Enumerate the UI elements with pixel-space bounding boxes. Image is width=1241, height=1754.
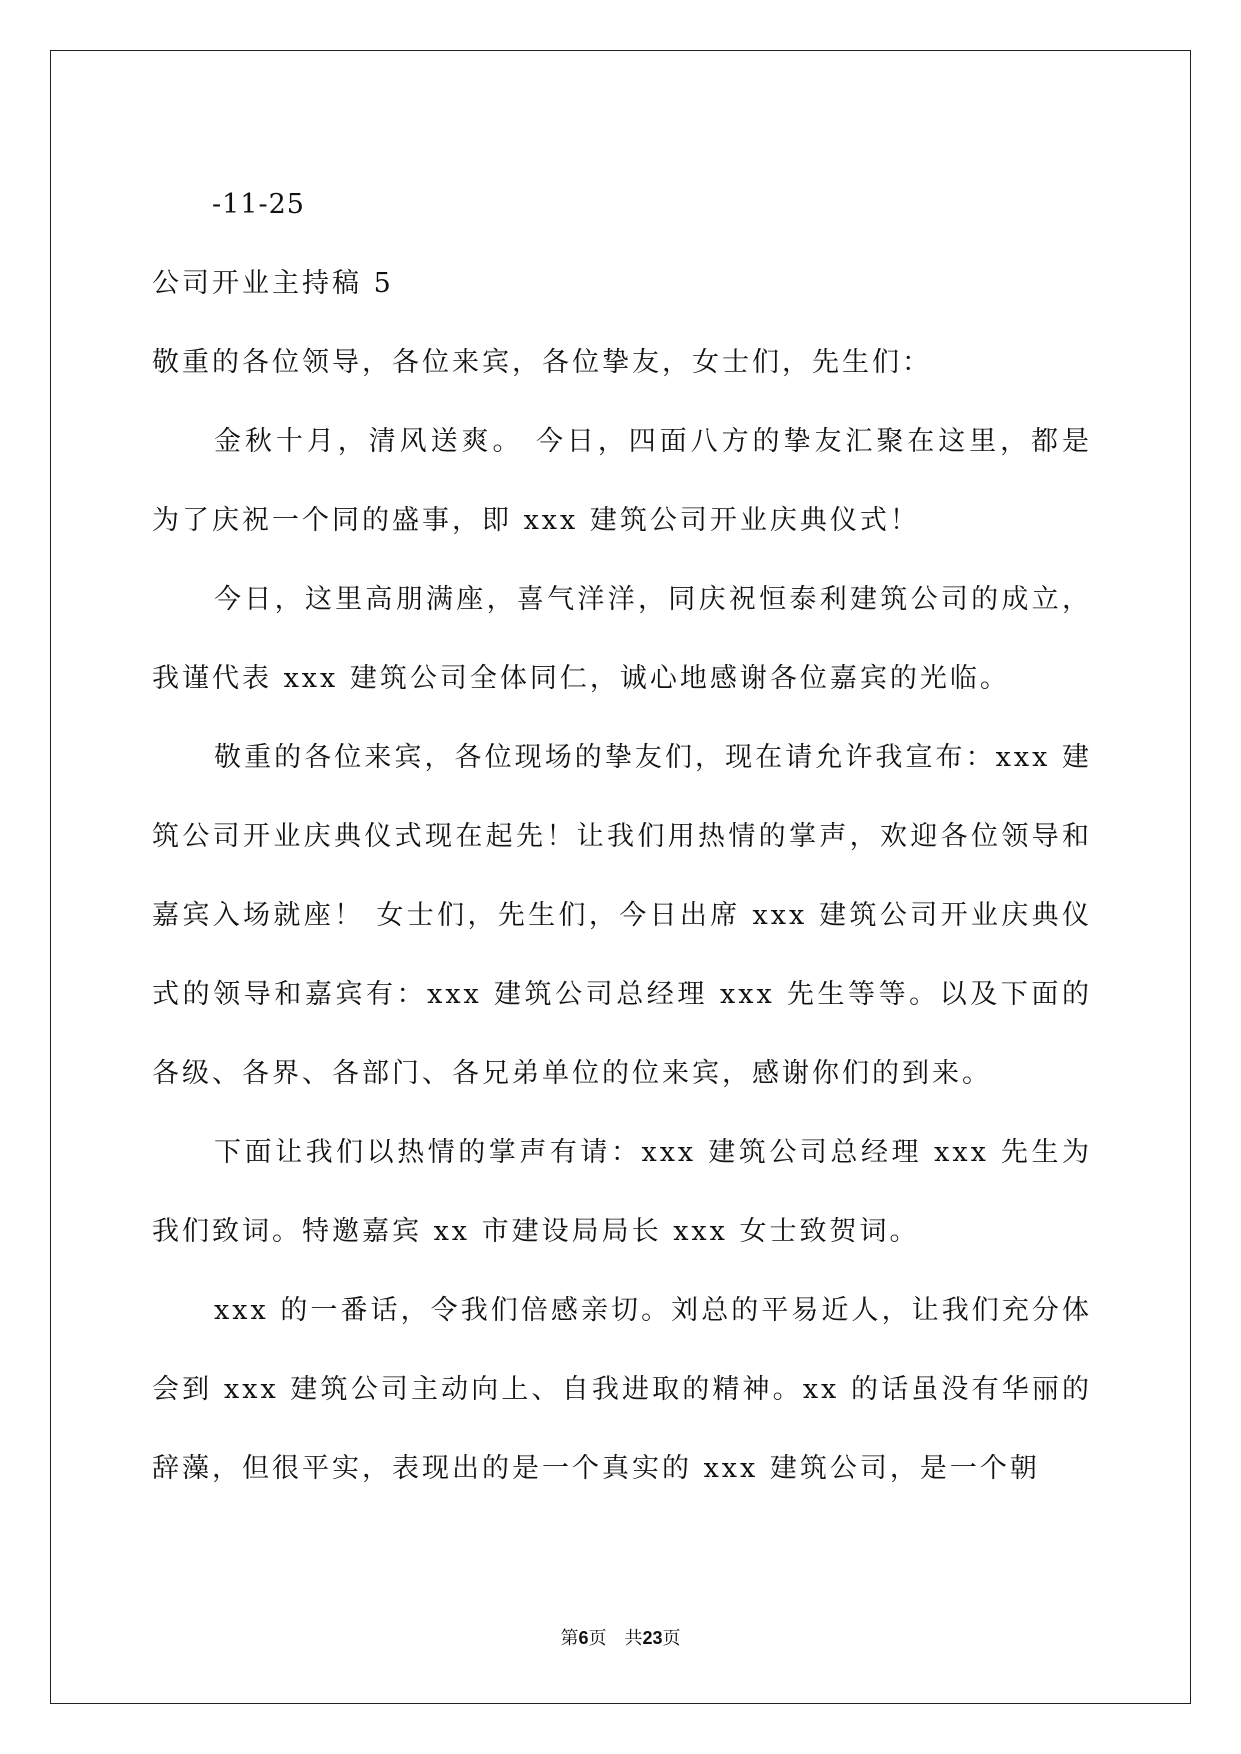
paragraph: 下面让我们以热情的掌声有请：xxx 建筑公司总经理 xxx 先生为我们致词。特邀嘉宾 xx 市建设局局长 xxx 女士致贺词。 [152,1137,1092,1247]
footer-page-total: 23 [642,1628,663,1648]
document-body [152,165,1092,1508]
paragraph: 今日，这里高朋满座，喜气洋洋，同庆祝恒泰利建筑公司的成立，我谨代表 xxx 建筑公司全体同仁，诚心地感谢各位嘉宾的光临。 [152,584,1092,694]
document-date: -11-25 [212,189,305,220]
footer-prefix: 第 [560,1628,579,1649]
paragraph: xxx 的一番话，令我们倍感亲切。刘总的平易近人，让我们充分体会到 xxx 建筑公司主动向上、自我进取的精神。xx 的话虽没有华丽的辞藻，但很平实，表现出的是一个真实的 xxx 建筑公司，是一个朝 [152,1295,1092,1484]
footer-mid: 页 共 [588,1628,643,1649]
paragraph: 金秋十月，清风送爽。 今日，四面八方的挚友汇聚在这里，都是为了庆祝一个同的盛事，即 xxx 建筑公司开业庆典仪式！ [152,426,1092,536]
paragraph: 敬重的各位来宾，各位现场的挚友们，现在请允许我宣布：xxx 建筑公司开业庆典仪式现在起先！让我们用热情的掌声，欢迎各位领导和嘉宾入场就座！ 女士们，先生们，今日出席 xxx 建筑公司开业庆典仪式的领导和嘉宾有：xxx 建筑公司总经理 xxx 先生等等。以及下面的各级、各界、各部门、各兄弟单位的位来宾，感谢你们的到来。 [152,742,1092,1089]
document-title: 公司开业主持稿 5 [152,268,394,299]
greeting: 敬重的各位领导，各位来宾，各位挚友，女士们，先生们： [152,347,932,378]
footer-page-number: 6 [578,1628,589,1648]
footer-suffix: 页 [662,1628,681,1649]
page-footer [0,1624,1241,1650]
